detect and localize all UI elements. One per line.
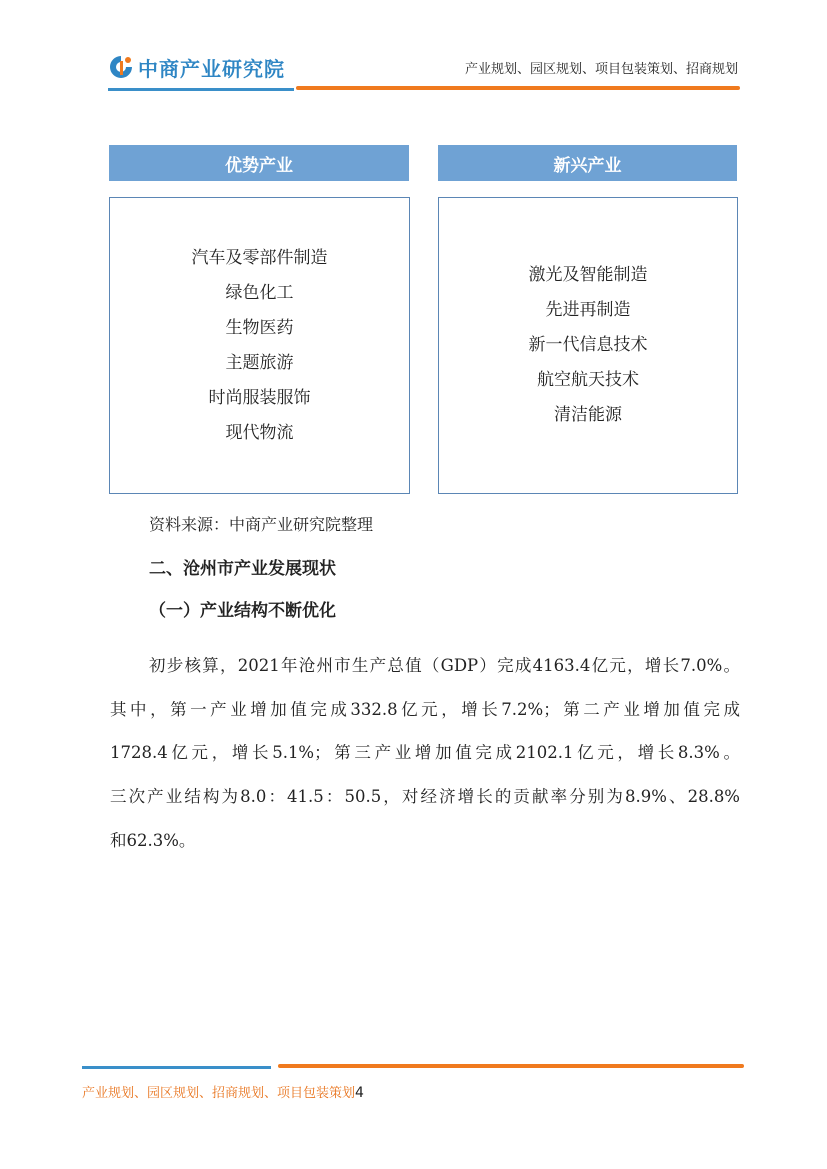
footer-divider-blue [82, 1066, 271, 1069]
emerging-industries-box [438, 197, 738, 494]
paragraph-line: 三次产业结构为8.0：41.5：50.5，对经济增长的贡献率分别为8.9%、28.8% [110, 787, 740, 807]
advantage-industry-item: 生物医药 [225, 317, 294, 338]
paragraph-line: 其中，第一产业增加值完成332.8亿元，增长7.2%；第二产业增加值完成 [110, 699, 740, 719]
source-note: 资料来源：中商产业研究院整理 [149, 515, 374, 534]
paragraph-line: 1728.4亿元，增长5.1%；第三产业增加值完成2102.1亿元，增长8.3%。 [110, 743, 740, 763]
advantage-industry-item: 时尚服装服饰 [208, 387, 311, 408]
advantage-industry-item: 汽车及零部件制造 [191, 247, 328, 268]
advantage-industries-box [109, 197, 410, 494]
advantage-industry-item: 主题旅游 [225, 352, 294, 373]
logo-text: 中商产业研究院 [138, 56, 285, 81]
footer-tagline: 产业规划、园区规划、招商规划、项目包装策划 [82, 1086, 356, 1101]
footer [82, 1082, 364, 1101]
emerging-industry-item: 激光及智能制造 [528, 265, 648, 285]
emerging-industries-header: 新兴产业 [438, 145, 737, 181]
logo-icon [108, 54, 134, 80]
paragraph-line: 初步核算，2021年沧州市生产总值（GDP）完成4163.4亿元，增长7.0%。 [149, 656, 740, 675]
body-paragraph [110, 644, 740, 863]
subsection-heading: （一）产业结构不断优化 [149, 601, 336, 621]
emerging-industry-item: 航空航天技术 [537, 370, 639, 390]
header-divider-blue [108, 88, 294, 91]
advantage-industries-header: 优势产业 [109, 145, 409, 181]
header-divider-orange [296, 86, 740, 90]
section-heading: 二、沧州市产业发展现状 [149, 559, 336, 579]
paragraph-line: 和62.3%。 [110, 830, 196, 850]
company-logo [108, 52, 285, 82]
advantage-industry-item: 绿色化工 [225, 282, 294, 303]
emerging-industry-item: 新一代信息技术 [528, 335, 648, 355]
page-number: 4 [355, 1085, 364, 1101]
emerging-industry-item: 先进再制造 [545, 300, 631, 320]
emerging-industry-item: 清洁能源 [554, 405, 622, 425]
advantage-industry-item: 现代物流 [225, 422, 294, 443]
header-tagline: 产业规划、园区规划、项目包装策划、招商规划 [464, 62, 738, 77]
footer-divider-orange [278, 1064, 744, 1068]
